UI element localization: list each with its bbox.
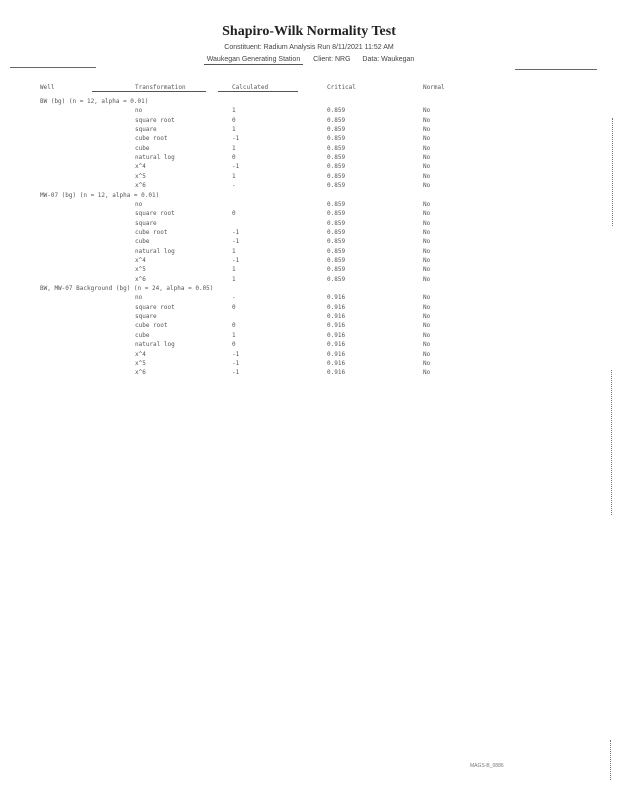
transformation-cell: x^4 (135, 163, 146, 171)
critical-cell: 0.859 (327, 135, 346, 143)
normal-cell: No (423, 256, 431, 264)
transformation-cell: square root (135, 303, 175, 311)
critical-cell: 0.859 (327, 228, 346, 236)
normal-cell: No (423, 172, 431, 180)
group-header (0, 284, 618, 293)
table-row (0, 350, 618, 359)
table-row (0, 321, 618, 330)
col-transformation: Transformation (92, 84, 206, 92)
table-row (0, 359, 618, 368)
table-row (0, 368, 618, 377)
critical-cell: 0.859 (327, 210, 346, 218)
critical-cell: 0.859 (327, 200, 346, 208)
transformation-cell: x^5 (135, 266, 146, 274)
critical-cell: 0.916 (327, 322, 346, 330)
calculated-cell: 1 (232, 144, 236, 152)
calculated-cell: -1 (232, 359, 240, 367)
normal-cell: No (423, 238, 431, 246)
transformation-cell: natural log (135, 154, 175, 162)
normal-cell: No (423, 144, 431, 152)
normal-cell: No (423, 135, 431, 143)
table-row (0, 209, 618, 218)
calculated-cell: 1 (232, 107, 236, 115)
calculated-cell: -1 (232, 369, 240, 377)
transformation-cell: cube root (135, 135, 168, 143)
normal-cell: No (423, 200, 431, 208)
critical-cell: 0.859 (327, 266, 346, 274)
calculated-cell: 1 (232, 126, 236, 133)
normal-cell: No (423, 331, 431, 339)
col-critical: Critical (327, 84, 356, 91)
normal-cell: No (423, 210, 431, 218)
normal-cell: No (423, 219, 431, 227)
calculated-cell: 0 (232, 154, 236, 162)
table-row (0, 125, 618, 134)
critical-cell: 0.916 (327, 294, 346, 302)
critical-cell: 0.859 (327, 238, 346, 246)
calculated-cell: 0 (232, 210, 236, 218)
transformation-cell: no (135, 294, 143, 302)
transformation-cell: x^4 (135, 350, 146, 358)
normal-cell: No (423, 341, 431, 349)
data-source: Data: Waukegan (362, 56, 415, 63)
group-label: BW, MW-07 Background (bg) (n = 24, alpha = 0.05) (40, 285, 214, 292)
critical-cell: 0.916 (327, 350, 346, 358)
table-row (0, 256, 618, 265)
normal-cell: No (423, 322, 431, 330)
calculated-cell: - (232, 182, 236, 190)
transformation-cell: no (135, 200, 143, 208)
site-name: Waukegan Generating Station (204, 56, 304, 65)
transformation-cell: x^5 (135, 172, 146, 180)
transformation-cell: natural log (135, 247, 175, 255)
table-row (0, 312, 618, 321)
normal-cell: No (423, 154, 431, 162)
calculated-cell: 1 (232, 247, 236, 255)
table-row (0, 172, 618, 181)
calculated-cell: 1 (232, 266, 236, 274)
transformation-cell: square (135, 126, 157, 133)
table-row (0, 228, 618, 237)
table-row (0, 106, 618, 115)
table-row (0, 200, 618, 209)
report-siteline (0, 56, 618, 65)
report-title: Shapiro-Wilk Normality Test (222, 24, 396, 39)
critical-cell: 0.916 (327, 303, 346, 311)
margin-mark (612, 118, 613, 226)
group-header (0, 97, 618, 106)
critical-cell: 0.859 (327, 116, 346, 124)
transformation-cell: square root (135, 116, 175, 124)
transformation-cell: cube (135, 331, 150, 339)
normal-cell: No (423, 313, 431, 321)
table-row (0, 144, 618, 153)
table-row (0, 303, 618, 312)
normal-cell: No (423, 275, 431, 283)
normal-cell: No (423, 116, 431, 124)
critical-cell: 0.859 (327, 275, 346, 283)
transformation-cell: cube root (135, 228, 168, 236)
header-left-rule (10, 67, 96, 68)
table-row (0, 219, 618, 228)
table-row (0, 340, 618, 349)
table-row (0, 275, 618, 284)
calculated-cell: -1 (232, 135, 240, 143)
normal-cell: No (423, 107, 431, 115)
calculated-cell: -1 (232, 350, 240, 358)
client-name: Client: NRG (313, 56, 351, 63)
col-calculated: Calculated (218, 84, 298, 92)
group-label: MW-07 (bg) (n = 12, alpha = 0.01) (40, 191, 160, 199)
margin-mark (610, 740, 611, 780)
normal-cell: No (423, 350, 431, 358)
table-row (0, 116, 618, 125)
calculated-cell: -1 (232, 228, 240, 236)
normal-cell: No (423, 303, 431, 311)
transformation-cell: cube root (135, 322, 168, 330)
calculated-cell: -1 (232, 256, 240, 264)
transformation-cell: x^4 (135, 256, 146, 264)
transformation-cell: x^6 (135, 182, 146, 190)
table-row (0, 247, 618, 256)
calculated-cell: 1 (232, 172, 236, 180)
critical-cell: 0.859 (327, 107, 346, 115)
transformation-cell: x^6 (135, 275, 146, 283)
calculated-cell: - (232, 294, 236, 302)
normal-cell: No (423, 359, 431, 367)
transformation-cell: cube (135, 238, 150, 246)
transformation-cell: x^6 (135, 369, 146, 377)
calculated-cell: 1 (232, 275, 236, 283)
critical-cell: 0.859 (327, 163, 346, 171)
report-subtitle: Constituent: Radium Analysis Run 8/11/2021 11:52 AM (224, 44, 394, 51)
normal-cell: No (423, 228, 431, 236)
critical-cell: 0.859 (327, 247, 346, 255)
table-row (0, 134, 618, 143)
critical-cell: 0.916 (327, 341, 346, 349)
critical-cell: 0.859 (327, 172, 346, 180)
calculated-cell: 0 (232, 303, 236, 311)
table-row (0, 162, 618, 171)
normal-cell: No (423, 294, 431, 302)
critical-cell: 0.859 (327, 256, 346, 264)
table-row (0, 181, 618, 190)
table-row (0, 293, 618, 302)
group-label: BW (bg) (n = 12, alpha = 0.01) (40, 98, 149, 105)
table-row (0, 265, 618, 274)
transformation-cell: cube (135, 144, 150, 152)
calculated-cell: 0 (232, 322, 236, 330)
normal-cell: No (423, 247, 431, 255)
normal-cell: No (423, 126, 431, 133)
calculated-cell: 0 (232, 116, 236, 124)
header-right-rule (515, 69, 597, 70)
critical-cell: 0.859 (327, 126, 346, 133)
transformation-cell: square (135, 219, 157, 227)
col-normal: Normal (423, 84, 445, 91)
table-row (0, 153, 618, 162)
margin-mark (611, 370, 612, 515)
critical-cell: 0.859 (327, 182, 346, 190)
critical-cell: 0.916 (327, 359, 346, 367)
group-header (0, 191, 618, 200)
critical-cell: 0.916 (327, 369, 346, 377)
table-row (0, 237, 618, 246)
critical-cell: 0.859 (327, 144, 346, 152)
transformation-cell: natural log (135, 341, 175, 349)
calculated-cell: 0 (232, 341, 236, 349)
calculated-cell: -1 (232, 163, 240, 171)
normal-cell: No (423, 266, 431, 274)
normal-cell: No (423, 369, 431, 377)
critical-cell: 0.859 (327, 219, 346, 227)
calculated-cell: 1 (232, 331, 236, 339)
transformation-cell: x^5 (135, 359, 146, 367)
transformation-cell: square root (135, 210, 175, 218)
transformation-cell: no (135, 107, 143, 115)
normal-cell: No (423, 163, 431, 171)
col-well: Well (40, 84, 55, 91)
normal-cell: No (423, 182, 431, 190)
document-id: MAGS-B_0886 (470, 763, 504, 769)
transformation-cell: square (135, 313, 157, 321)
critical-cell: 0.859 (327, 154, 346, 162)
calculated-cell: -1 (232, 238, 240, 246)
critical-cell: 0.916 (327, 313, 346, 321)
table-row (0, 331, 618, 340)
critical-cell: 0.916 (327, 331, 346, 339)
